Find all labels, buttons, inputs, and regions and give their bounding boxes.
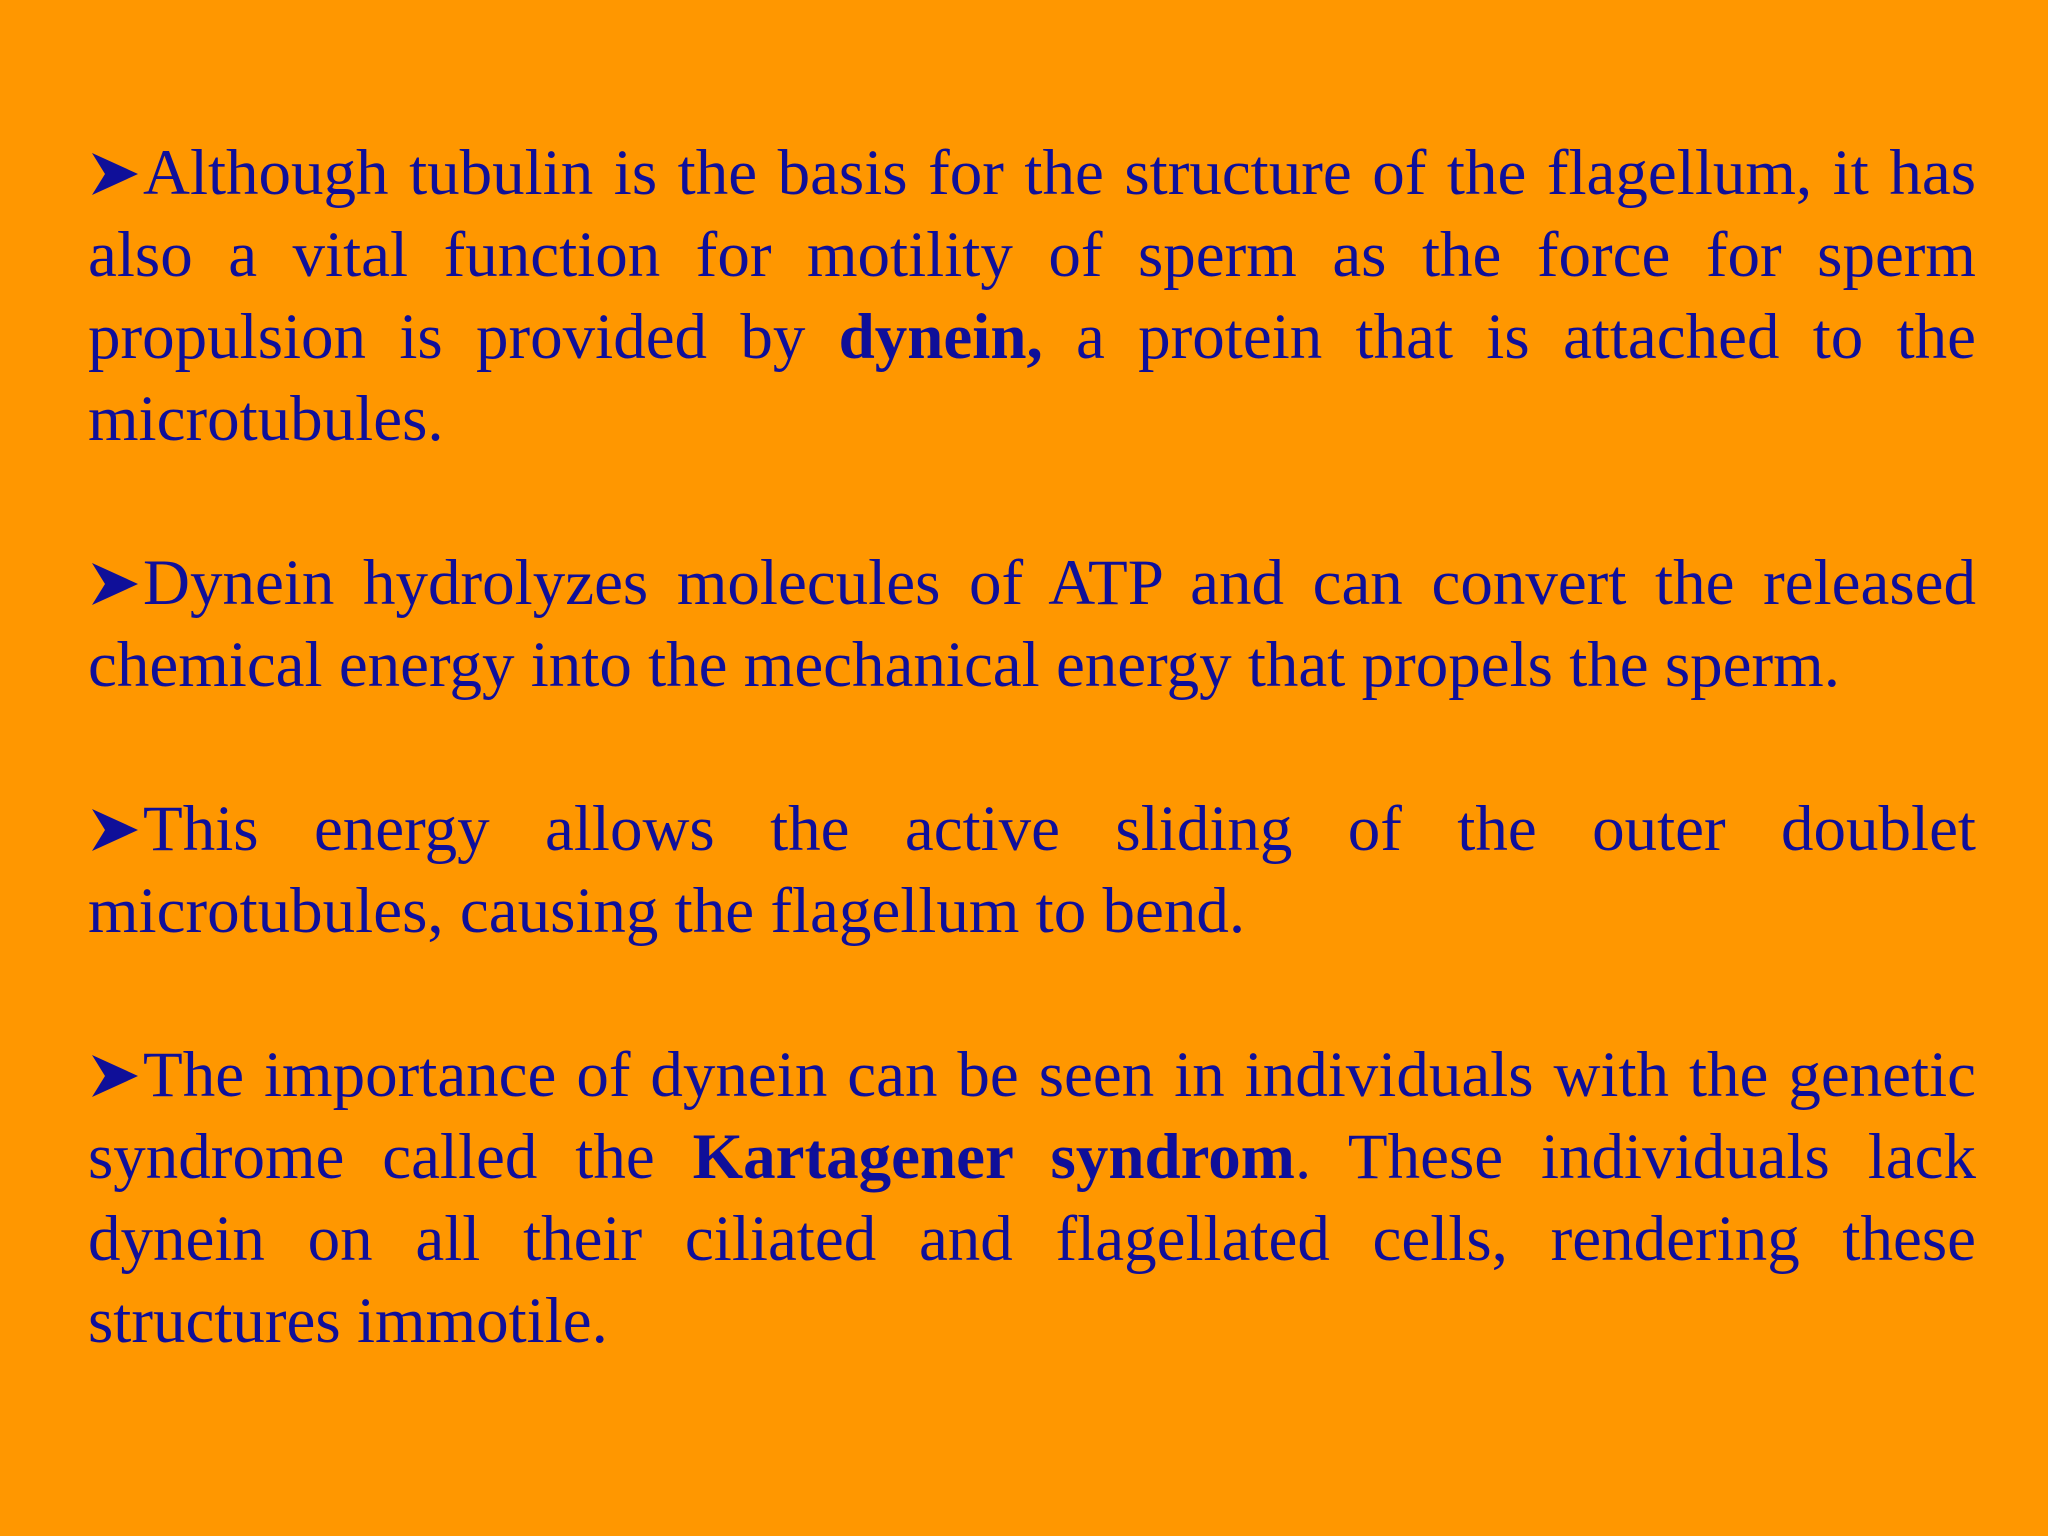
bullet-list: [88, 132, 1976, 1362]
bullet-3-text: This energy allows the active sliding of the outer doublet microtubules, causing the flagellum to bend.: [88, 793, 1976, 947]
bullet-4-text-after: . These individuals lack dynein on all their ciliated and flagellated cells, rendering these structures immotile.: [88, 1121, 1976, 1357]
bullet-1-text-before: Although tubulin is the basis for the structure of the flagellum, it has also a vital function for motility of sperm as the force for sperm propulsion is provided by: [88, 137, 1976, 373]
bullet-2-text: Dynein hydrolyzes molecules of ATP and can convert the released chemical energy into the mechanical energy that propels the sperm.: [88, 547, 1976, 701]
bullet-3: [88, 788, 1976, 952]
bullet-4-text-before: The importance of dynein can be seen in individuals with the genetic syndrome called the: [88, 1039, 1976, 1193]
bullet-1-text-after: a protein that is attached to the microtubules.: [88, 301, 1977, 455]
bullet-2: [88, 542, 1976, 706]
bullet-1: [88, 132, 1976, 460]
arrow-bullet-icon: [88, 149, 142, 199]
bullet-4-bold-term: Kartagener syndrom: [692, 1121, 1295, 1193]
bullet-1-bold-term: dynein,: [838, 301, 1043, 373]
arrow-bullet-icon: [88, 1051, 142, 1101]
bullet-4: [88, 1034, 1976, 1362]
arrow-bullet-icon: [88, 805, 142, 855]
arrow-bullet-icon: [88, 559, 142, 609]
